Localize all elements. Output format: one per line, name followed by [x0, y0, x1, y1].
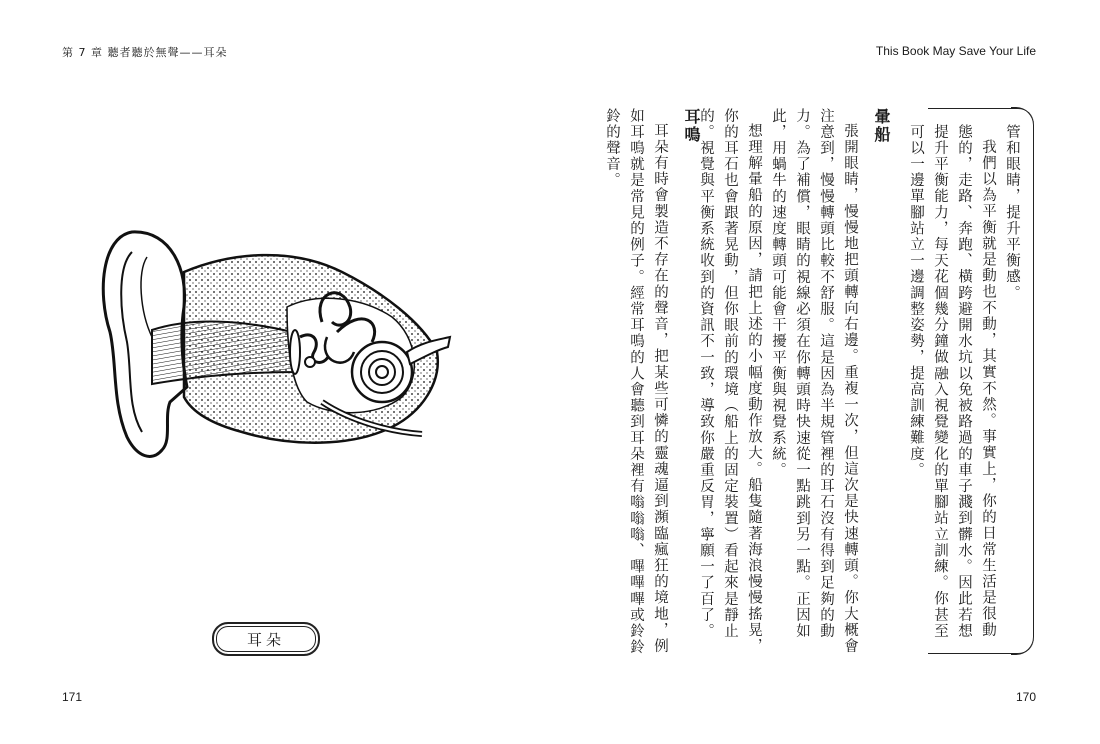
- section-seasickness: [698, 108, 894, 660]
- book-title-running-head: This Book May Save Your Life: [875, 44, 1036, 58]
- figure-label-ear: 耳朵: [212, 622, 320, 656]
- page-number-left: 171: [62, 690, 83, 704]
- callout-paragraph: 我們以為平衡就是動也不動，其實不然。事實上，你的日常生活是很動態的，走路、奔跑、橫跨避開水坑以免被路過的車子濺到髒水。因此若想提升平衡能力，每天花個幾分鐘做融入視覺變化的單腳站立訓練。你甚至可以一邊單腳站立一邊調整姿勢，提高訓練難度。: [908, 124, 996, 640]
- paragraph: 想理解暈船的原因，請把上述的小幅度動作放大。船隻隨著海浪慢慢搖晃，你的耳石也會跟著晃動，但你眼前的環境（船上的固定裝置）看起來是靜止的。視覺與平衡系統收到的資訊不一致，導致你嚴重反胃，寧願一了百了。: [698, 108, 762, 654]
- callout-paragraph: 管和眼睛，提升平衡感。: [1004, 124, 1020, 302]
- section-heading-seasickness: 暈船: [872, 108, 891, 144]
- page-number-right: 170: [1016, 690, 1037, 704]
- section-heading-tinnitus: 耳鳴: [682, 108, 701, 144]
- chapter-running-head: 第 7 章 聽者聽於無聲——耳朵: [62, 46, 228, 59]
- section-tinnitus: [604, 108, 704, 660]
- paragraph: 張開眼睛，慢慢地把頭轉向右邊。重複一次，但這次是快速轉頭。你大概會注意到，慢慢轉頭比較不舒服。這是因為半規管裡的耳石沒有得到足夠的動力。為了補償，眼睛的視線必須在你轉頭時快速從一點跳到另一點。正因如此，用蝸牛的速度轉頭可能會干擾平衡與視覺系統。: [770, 108, 858, 654]
- paragraph: 耳朵有時會製造不存在的聲音，把某些可憐的靈魂逼到瀕臨瘋狂的境地，例如耳鳴就是常見的例子。經常耳鳴的人會聽到耳朵裡有嗡嗡嗡、嗶嗶嗶或鈴鈴鈴的聲音。: [604, 108, 668, 656]
- callout-text: [908, 124, 1024, 644]
- ear-anatomy-illustration: [92, 212, 452, 472]
